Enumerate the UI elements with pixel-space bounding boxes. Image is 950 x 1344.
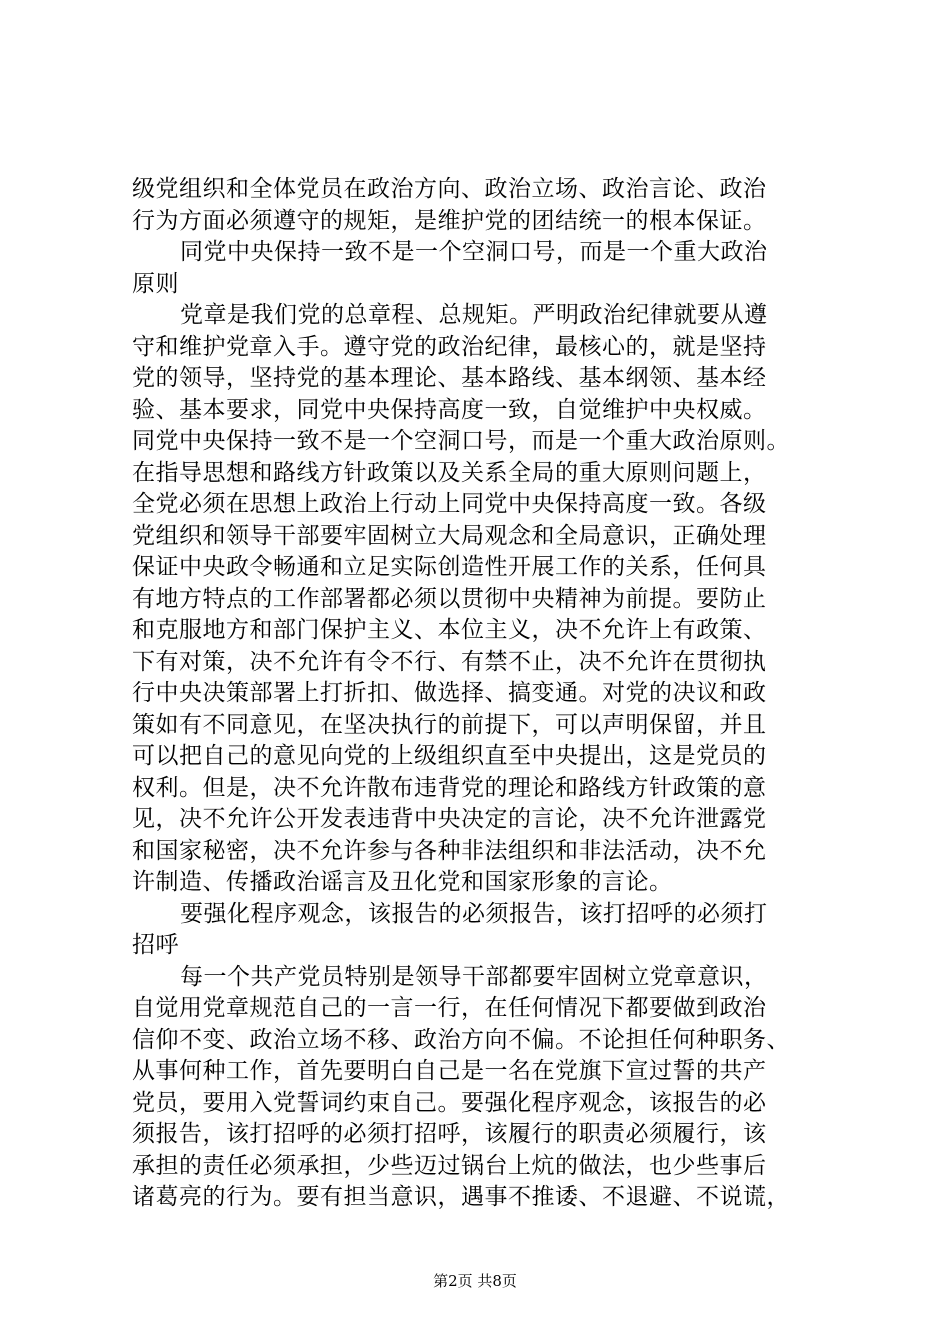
section-heading-line: 同党中央保持一致不是一个空洞口号，而是一个重大政治 <box>180 239 768 265</box>
text-line: 级党组织和全体党员在政治方向、政治立场、政治言论、政治 <box>132 176 767 202</box>
text-line: 见，决不允许公开发表违背中央决定的言论，决不允许泄露党 <box>132 806 767 832</box>
text-line: 在指导思想和路线方针政策以及关系全局的重大原则问题上， <box>132 459 767 486</box>
text-line: 党章是我们党的总章程、总规矩。严明政治纪律就要从遵 <box>180 302 768 328</box>
text-line: 自觉用党章规范自己的一言一行，在任何情况下都要做到政治 <box>132 995 767 1021</box>
text-line: 有地方特点的工作部署都必须以贯彻中央精神为前提。要防止 <box>132 585 767 612</box>
text-line: 每一个共产党员特别是领导干部都要牢固树立党章意识， <box>180 963 768 990</box>
text-line: 行中央决策部署上打折扣、做选择、搞变通。对党的决议和政 <box>132 680 767 706</box>
text-line: 许制造、传播政治谣言及丑化党和国家形象的言论。 <box>132 869 673 895</box>
text-line: 党的领导，坚持党的基本理论、基本路线、基本纲领、基本经 <box>132 365 767 391</box>
text-line: 可以把自己的意见向党的上级组织直至中央提出，这是党员的 <box>132 743 767 769</box>
text-line: 保证中央政令畅通和立足实际创造性开展工作的关系，任何具 <box>132 554 767 580</box>
text-line: 守和维护党章入手。遵守党的政治纪律，最核心的，就是坚持 <box>132 333 767 360</box>
page-number-footer: 第2页 共8页 <box>433 1272 517 1290</box>
text-line: 和克服地方和部门保护主义、本位主义，决不允许上有政策、 <box>132 617 767 643</box>
text-line: 信仰不变、政治立场不移、政治方向不偏。不论担任何种职务、 <box>132 1026 790 1053</box>
section-heading-line: 招呼 <box>132 932 179 958</box>
text-line: 承担的责任必须承担，少些迈过锅台上炕的做法，也少些事后 <box>132 1152 767 1179</box>
text-line: 和国家秘密，决不允许参与各种非法组织和非法活动，决不允 <box>132 837 767 864</box>
text-line: 下有对策，决不允许有令不行、有禁不止，决不允许在贯彻执 <box>132 648 767 675</box>
text-line: 党员，要用入党誓词约束自己。要强化程序观念，该报告的必 <box>132 1089 767 1116</box>
text-line: 验、基本要求，同党中央保持高度一致，自觉维护中央权威。 <box>132 396 767 423</box>
text-line: 策如有不同意见，在坚决执行的前提下，可以声明保留，并且 <box>132 711 767 738</box>
text-line: 权利。但是，决不允许散布违背党的理论和路线方针政策的意 <box>132 774 767 801</box>
text-line: 行为方面必须遵守的规矩，是维护党的团结统一的根本保证。 <box>132 207 767 234</box>
text-line: 同党中央保持一致不是一个空洞口号，而是一个重大政治原则。 <box>132 428 790 454</box>
body-text <box>132 174 852 1214</box>
text-line: 党组织和领导干部要牢固树立大局观念和全局意识，正确处理 <box>132 522 767 549</box>
text-line: 须报告，该打招呼的必须打招呼，该履行的职责必须履行，该 <box>132 1121 767 1147</box>
section-heading-line: 原则 <box>132 270 179 297</box>
section-heading-line: 要强化程序观念，该报告的必须报告，该打招呼的必须打 <box>180 900 768 927</box>
text-line: 从事何种工作，首先要明白自己是一名在党旗下宣过誓的共产 <box>132 1058 767 1084</box>
text-line: 诸葛亮的行为。要有担当意识，遇事不推诿、不退避、不说谎， <box>132 1184 790 1210</box>
text-line: 全党必须在思想上政治上行动上同党中央保持高度一致。各级 <box>132 491 767 517</box>
